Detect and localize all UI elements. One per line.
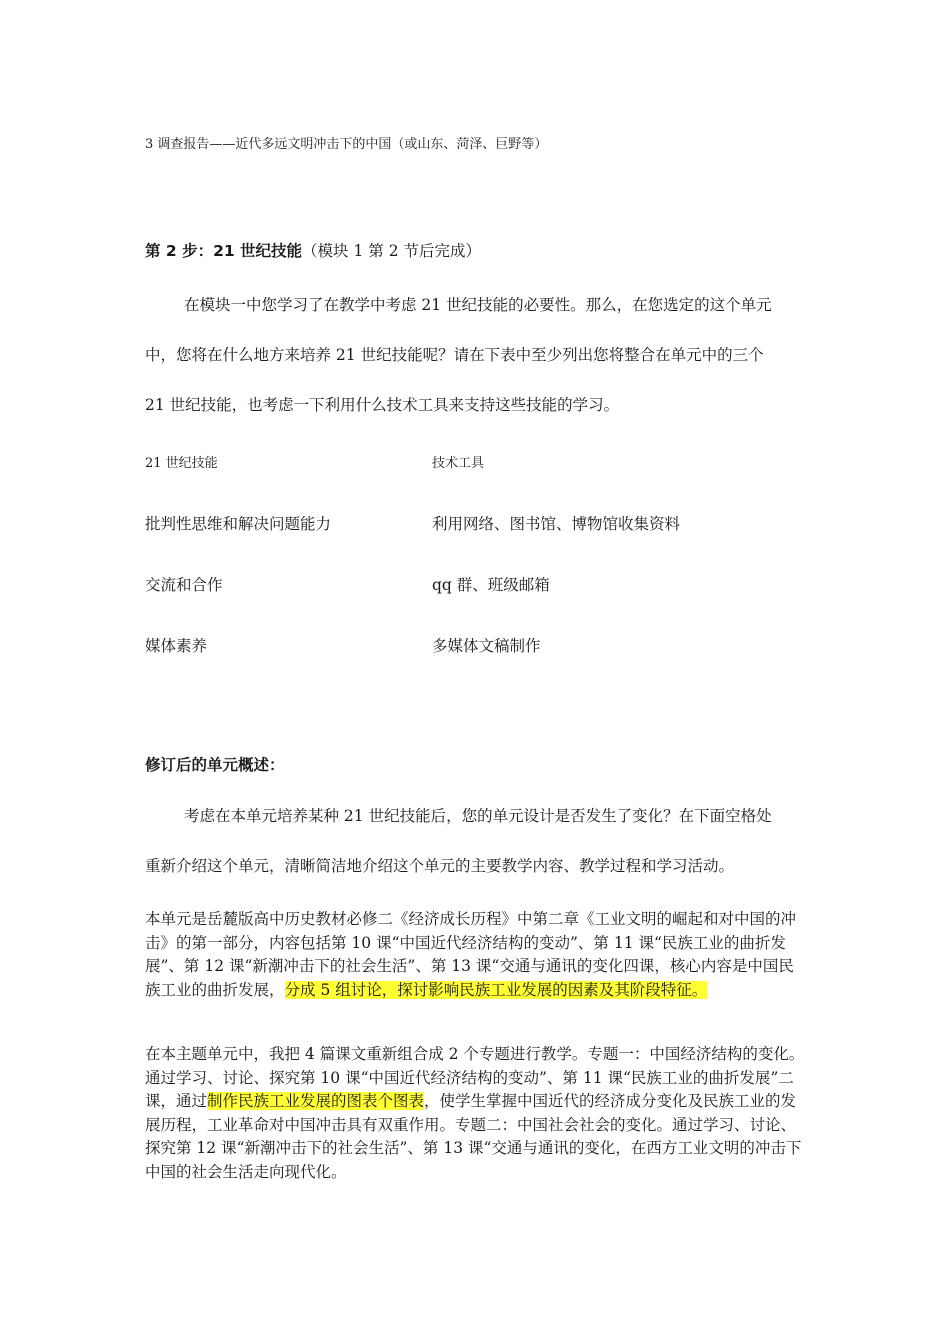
table-header-tool: 技术工具 (432, 456, 485, 471)
step2-heading (145, 239, 481, 261)
paragraph-text: 在本主题单元中，我把 4 篇课文重新组合成 2 个专题进行教学。专题一：中国经济结构的变化。通过学习、讨论、探究第 10 课“中国近代经济结构的变动”、第 11 课“民族工业的曲折发展”二课，通过 (145, 1045, 805, 1110)
paragraph-text: 本单元是岳麓版高中历史教材必修二《经济成长历程》中第二章《工业文明的崛起和对中国的冲击》的第一部分，内容包括第 10 课“中国近代经济结构的变动”、第 11 课“民族工业的曲折发展”、第 12 课“新潮冲击下的社会生活”、第 13 课“交通与通讯的变化四课，核心内容是中国民族工业的曲折发展， (145, 910, 797, 999)
table-row-skill: 媒体素养 (145, 637, 208, 655)
highlighted-text: 分成 5 组讨论，探讨影响民族工业发展的因素及其阶段特征。 (284, 980, 708, 999)
table-row-tool: 多媒体文稿制作 (432, 637, 541, 655)
step2-intro-line-1: 在模块一中您学习了在教学中考虑 21 世纪技能的必要性。那么，在您选定的这个单元 (184, 296, 772, 314)
overview-intro-line-1: 考虑在本单元培养某种 21 世纪技能后，您的单元设计是否发生了变化？在下面空格处 (184, 807, 772, 825)
overview-heading (145, 753, 285, 775)
highlighted-text: 制作民族工业发展的图表个图表 (207, 1092, 425, 1110)
paragraph-text: ，使学生掌握中国近代的经济成分变化及民族工业的发展历程，工业革命对中国冲击具有双重作用。专题二：中国社会社会的变化。通过学习、讨论、探究第 12 课“新潮冲击下的社会生活”、第 13 课“交通与通讯的变化，在西方工业文明的冲击下中国的社会生活走向现代化。 (145, 1092, 802, 1181)
step2-title-note: （模块 1 第 2 节后完成） (302, 242, 481, 260)
step2-intro-line-3: 21 世纪技能，也考虑一下利用什么技术工具来支持这些技能的学习。 (145, 396, 620, 414)
table-row-skill: 交流和合作 (145, 576, 223, 594)
overview-paragraph-1 (145, 908, 807, 1002)
overview-intro-line-2: 重新介绍这个单元，清晰简洁地介绍这个单元的主要教学内容、教学过程和学习活动。 (145, 857, 735, 875)
overview-paragraph-2 (145, 1043, 807, 1184)
step2-title: 第 2 步：21 世纪技能 (145, 242, 303, 260)
step2-intro-line-2: 中，您将在什么地方来培养 21 世纪技能呢？请在下表中至少列出您将整合在单元中的三个 (145, 346, 764, 364)
table-row-tool: qq 群、班级邮箱 (432, 576, 550, 594)
overview-title: 修订后的单元概述： (145, 756, 285, 774)
table-row-skill: 批判性思维和解决问题能力 (145, 515, 332, 533)
report-line: 3 调查报告——近代多远文明冲击下的中国（或山东、菏泽、巨野等） (145, 137, 548, 152)
table-header-skill: 21 世纪技能 (145, 456, 218, 471)
table-row-tool: 利用网络、图书馆、博物馆收集资料 (432, 515, 681, 533)
